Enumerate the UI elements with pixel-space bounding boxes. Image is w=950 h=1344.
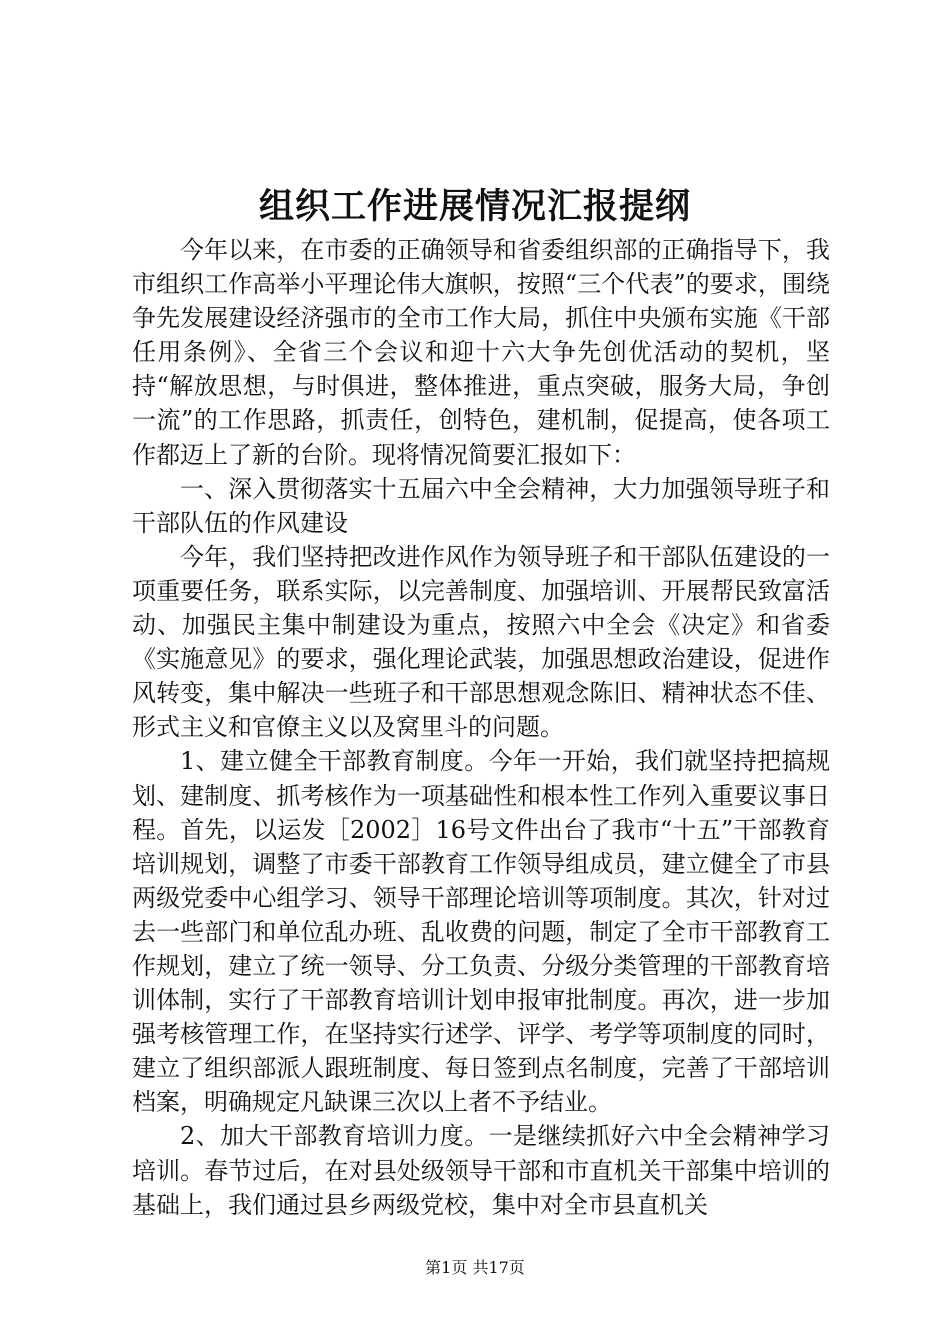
paragraph-intro: 今年以来，在市委的正确领导和省委组织部的正确指导下，我市组织工作高举小平理论伟大旗帜，按照“三个代表”的要求，围绕争先发展建设经济强市的全市工作大局，抓住中央颁布实施《干部任用条例》、全省三个会议和迎十六大争先创优活动的契机，坚持“解放思想，与时俱进，整体推进，重点突破，服务大局，争创一流”的工作思路，抓责任，创特色，建机制，促提高，使各项工作都迈上了新的台阶。现将情况简要汇报如下：: [132, 236, 830, 469]
document-title: 组织工作进展情况汇报提纲: [258, 186, 691, 227]
paragraph-item-1: 1、建立健全干部教育制度。今年一开始，我们就坚持把搞规划、建制度、抓考核作为一项基础性和根本性工作列入重要议事日程。首先，以运发［2002］16号文件出台了我市“十五”干部教育培训规划，调整了市委干部教育工作领导组成员，建立健全了市县两级党委中心组学习、领导干部理论培训等项制度。其次，针对过去一些部门和单位乱办班、乱收费的问题，制定了全市干部教育工作规划，建立了统一领导、分工负责、分级分类管理的干部教育培训体制，实行了干部教育培训计划申报审批制度。再次，进一步加强考核管理工作，在坚持实行述学、评学、考学等项制度的同时，建立了组织部派人跟班制度、每日签到点名制度，完善了干部培训档案，明确规定凡缺课三次以上者不予结业。: [132, 747, 830, 1117]
section-heading-1: 一、深入贯彻落实十五届六中全会精神，大力加强领导班子和干部队伍的作风建设: [132, 474, 830, 537]
document-body: [132, 233, 830, 1222]
paragraph-item-2: 2、加大干部教育培训力度。一是继续抓好六中全会精神学习培训。春节过后，在对县处级领导干部和市直机关干部集中培训的基础上，我们通过县乡两级党校，集中对全市县直机关: [132, 1122, 830, 1219]
page-footer: 第1页 共17页: [425, 1258, 525, 1277]
paragraph-section-1: 今年，我们坚持把改进作风作为领导班子和干部队伍建设的一项重要任务，联系实际，以完善制度、加强培训、开展帮民致富活动、加强民主集中制建设为重点，按照六中全会《决定》和省委《实施意见》的要求，强化理论武装，加强思想政治建设，促进作风转变，集中解决一些班子和干部思想观念陈旧、精神状态不佳、形式主义和官僚主义以及窝里斗的问题。: [132, 542, 830, 742]
